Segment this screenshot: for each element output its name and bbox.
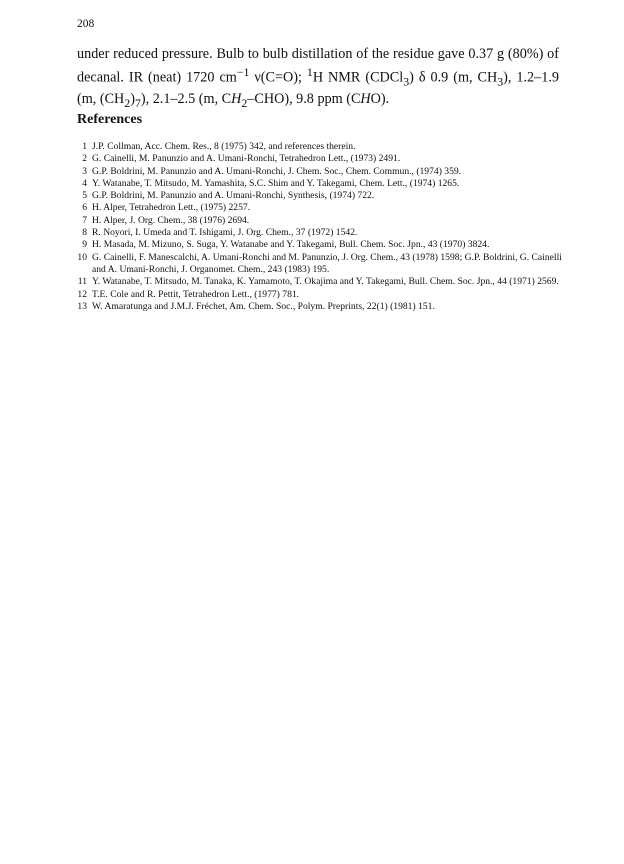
reference-number: 12	[77, 288, 87, 300]
body-text-segment: H NMR (CDCl	[312, 69, 404, 86]
reference-text: Y. Watanabe, T. Mitsudo, M. Yamashita, S.C. Shim and Y. Takegami, Chem. Lett., (1974) 1265.	[92, 177, 460, 189]
reference-item	[77, 141, 563, 153]
body-text-segment: ) δ 0.9 (m, CH	[409, 69, 498, 86]
body-text-segment: ν(C=O);	[249, 69, 307, 86]
body-text-segment: ), 1.2–1.9 (m, (CH	[77, 69, 559, 107]
reference-text: W. Amaratunga and J.M.J. Fréchet, Am. Chem. Soc., Polym. Preprints, 22(1) (1981) 151.	[92, 300, 435, 312]
reference-text: J.P. Collman, Acc. Chem. Res., 8 (1975) 342, and references therein.	[92, 141, 356, 152]
reference-item	[77, 252, 563, 277]
reference-text: G. Cainelli, M. Panunzio and A. Umani-Ronchi, Tetrahedron Lett., (1973) 2491.	[92, 153, 401, 165]
reference-item	[77, 153, 563, 165]
subscript: 3	[497, 74, 504, 89]
reference-number: 6	[82, 202, 87, 214]
reference-item	[77, 202, 563, 214]
reference-number: 8	[82, 227, 87, 239]
reference-number: 13	[77, 300, 87, 312]
reference-item	[77, 301, 563, 313]
reference-list	[77, 141, 563, 313]
reference-text: G.P. Boldrini, M. Panunzio and A. Umani-Ronchi, Synthesis, (1974) 722.	[92, 190, 375, 202]
body-text-segment: ), 2.1–2.5 (m, C	[140, 90, 232, 107]
body-text-segment: under reduced pressure. Bulb to bulb distillation of the residue gave 0.37 g (80%) of decanal. IR (neat) 1720 cm	[77, 46, 559, 86]
subscript: 2	[241, 95, 248, 110]
subscript: 7	[134, 95, 141, 110]
reference-number: 11	[77, 276, 87, 288]
superscript: −1	[236, 64, 250, 79]
reference-number: 1	[82, 141, 87, 152]
reference-item	[77, 227, 563, 239]
reference-item	[77, 276, 563, 288]
reference-number: 7	[82, 214, 87, 226]
reference-item	[77, 239, 563, 251]
reference-text: Y. Watanabe, T. Mitsudo, M. Tanaka, K. Yamamoto, T. Okajima and Y. Takegami, Bull. Chem. Soc. Jpn., 44 (1971) 2569.	[92, 276, 559, 288]
reference-number: 3	[82, 165, 87, 177]
body-paragraph	[77, 46, 559, 112]
italic-text: H	[231, 90, 242, 107]
reference-item	[77, 166, 563, 178]
reference-number: 2	[82, 153, 87, 165]
reference-item	[77, 289, 563, 301]
reference-number: 10	[77, 251, 87, 263]
reference-text: T.E. Cole and R. Pettit, Tetrahedron Lett., (1977) 781.	[92, 288, 300, 300]
body-text-segment: O).	[370, 90, 390, 107]
reference-text: R. Noyori, I. Umeda and T. Ishigami, J. Org. Chem., 37 (1972) 1542.	[92, 227, 358, 239]
body-text-segment: –CHO), 9.8 ppm (C	[247, 90, 361, 107]
page-number: 208	[77, 18, 95, 30]
italic-text: H	[360, 90, 371, 107]
reference-item	[77, 215, 563, 227]
reference-text: H. Alper, Tetrahedron Lett., (1975) 2257.	[92, 202, 251, 214]
reference-text: G.P. Boldrini, M. Panunzio and A. Umani-Ronchi, J. Chem. Soc., Chem. Commun., (1974) 359.	[92, 165, 462, 177]
superscript: 1	[306, 64, 313, 79]
reference-item	[77, 190, 563, 202]
reference-text: G. Cainelli, F. Manescalchi, A. Umani-Ronchi and M. Panunzio, J. Org. Chem., 43 (1978) 1598; G.P. Boldrini, G. Cainelli and A. Umani-Ronchi, J. Organomet. Chem., 243 (1983) 195.	[92, 251, 562, 275]
reference-number: 5	[82, 190, 87, 202]
body-text-segment: )	[130, 90, 135, 107]
subscript: 2	[124, 95, 131, 110]
reference-text: H. Masada, M. Mizuno, S. Suga, Y. Watanabe and Y. Takegami, Bull. Chem. Soc. Jpn., 43 (1970) 3824.	[92, 239, 490, 251]
reference-number: 4	[82, 177, 87, 189]
reference-text: H. Alper, J. Org. Chem., 38 (1976) 2694.	[92, 214, 250, 226]
reference-item	[77, 178, 563, 190]
subscript: 3	[403, 74, 410, 89]
reference-number: 9	[82, 239, 87, 251]
references-heading: References	[77, 112, 143, 127]
